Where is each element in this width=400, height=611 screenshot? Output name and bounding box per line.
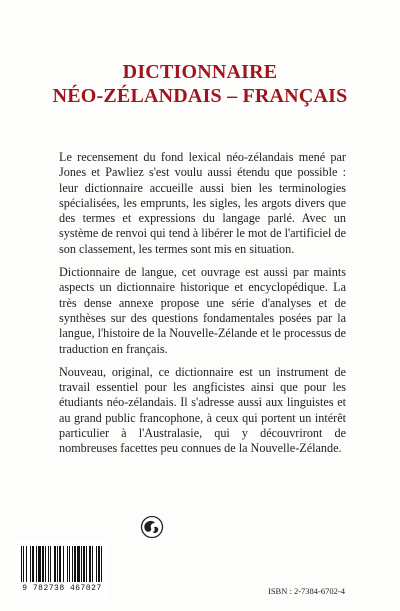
book-title <box>0 60 400 108</box>
barcode-bar <box>36 546 37 582</box>
barcode-bar <box>50 546 51 582</box>
blurb-paragraph-1: Le recensement du fond lexical néo-zélandais mené par Jones et Pawliez s'est voulu aussi étendu que possible : leur dictionnaire accueille aussi bien les terminologies spécialisées, les emprunts, les sigles, les argots divers que des termes et expressions du langage parlé. Avec un système de renvoi qui tend à libérer le mot de l'artificiel de son classement, les termes sont mis en situation. <box>59 150 346 256</box>
barcode-bar <box>96 546 97 582</box>
barcode <box>16 540 108 598</box>
barcode-bar <box>38 546 41 582</box>
isbn-number: ISBN : 2-7384-6702-4 <box>268 586 345 596</box>
publisher-logo-icon <box>140 515 164 539</box>
barcode-bar <box>26 546 27 582</box>
blurb-text <box>59 150 346 465</box>
blurb-paragraph-3: Nouveau, original, ce dictionnaire est un instrument de travail essentiel pour les angficistes ainsi que pour les étudiants néo-zélandais. Il s'adresse aussi aux linguistes et au grand public francophone, à ceux qui portent un intérêt particulier à l'Australasie, qui y découvriront de nombreuses facettes peu connues de la Nouvelle-Zélande. <box>59 364 346 456</box>
barcode-bar <box>77 546 80 582</box>
blurb-paragraph-2: Dictionnaire de langue, cet ouvrage est aussi par maints aspects un dictionnaire historique et encyclopédique. La très dense annexe propose une série d'analyses et de synthèses sur des questions fondamentales posées par la langue, l'histoire de la Nouvelle-Zélande et le processus de traduction en français. <box>59 265 346 356</box>
barcode-bar <box>32 546 34 582</box>
barcode-bar <box>67 546 68 582</box>
barcode-bar <box>59 546 61 582</box>
title-line-2: NÉO-ZÉLANDAIS – FRANÇAIS <box>52 85 348 107</box>
barcode-bar <box>74 546 76 582</box>
title-line-1: DICTIONNAIRE <box>122 61 278 83</box>
barcode-bar <box>21 546 22 582</box>
barcode-bar <box>45 546 46 582</box>
barcode-bar <box>23 546 24 582</box>
barcode-bar <box>69 546 70 582</box>
barcode-bar <box>81 546 82 582</box>
barcode-bar <box>89 546 91 582</box>
barcode-bars <box>20 546 104 582</box>
barcode-bar <box>42 546 44 582</box>
barcode-bar <box>98 546 100 582</box>
barcode-bar <box>57 546 58 582</box>
barcode-bar <box>86 546 87 582</box>
barcode-bar <box>30 546 31 582</box>
barcode-bar <box>92 546 93 582</box>
barcode-bar <box>101 546 102 582</box>
barcode-bar <box>48 546 49 582</box>
barcode-bar <box>54 546 56 582</box>
barcode-number: 9 782738 467027 <box>22 584 102 593</box>
barcode-bar <box>83 546 85 582</box>
barcode-bar <box>63 546 64 582</box>
barcode-bar <box>72 546 73 582</box>
